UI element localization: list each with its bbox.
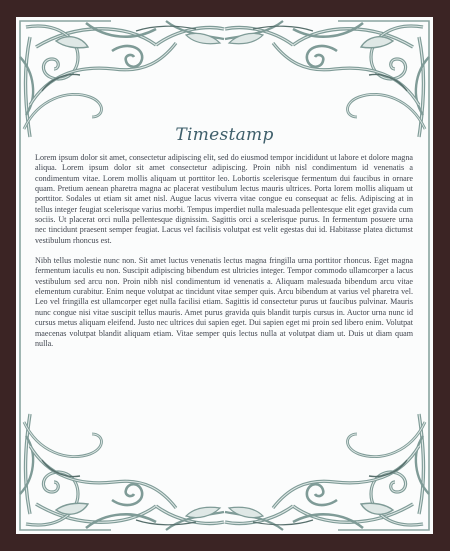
document-body [35, 153, 413, 359]
document-page [16, 17, 433, 534]
body-paragraph: Nibh tellus molestie nunc non. Sit amet luctus venenatis lectus magna fringilla urna porttitor rhoncus. Eget magna fermentum iaculis eu non. Suscipit adipiscing bibendum est ultricies integer. Tempor commodo ullamcorper a lacus vestibulum sed arcu non. Proin nibh nisl condimentum id venenatis a. Aliquam malesuada bibendum arcu vitae elementum curabitur. Enim neque volutpat ac tincidunt vitae semper quis. Arcu bibendum at varius vel pharetra vel. Leo vel fringilla est ullamcorper eget nulla facilisi etiam. Sagittis id consectetur purus ut faucibus pulvinar. Mauris nunc congue nisi vitae suscipit tellus mauris. Amet purus gravida quis blandit turpis cursus in. Auctor urna nunc id cursus metus aliquam eleifend. Justo nec ultrices dui sapien eget. Dui sapien eget mi proin sed libero enim. Volutpat maecenas volutpat blandit aliquam etiam. Vitae semper quis lectus nulla at volutpat diam ut. Duis ut diam quam nulla. [35, 256, 413, 348]
body-paragraph: Lorem ipsum dolor sit amet, consectetur adipiscing elit, sed do eiusmod tempor incididunt ut labore et dolore magna aliqua. Lorem ipsum dolor sit amet consectetur adipiscing. Proin nibh nisl condimentum id venenatis a condimentum vitae. Lorem mollis aliquam ut porttitor leo. Lobortis scelerisque fermentum dui faucibus in ornare quam. Pretium aenean pharetra magna ac placerat vestibulum lectus mauris ultrices. Porta lorem mollis aliquam ut porttitor. Sodales ut etiam sit amet nisl. Augue lacus viverra vitae congue eu consequat ac felis. Adipiscing at in tellus integer feugiat scelerisque varius morbi. Tempus imperdiet nulla malesuada pellentesque elit eget gravida cum sociis. Ut placerat orci nulla pellentesque dignissim. Sagittis orci a scelerisque purus. In fermentum posuere urna nec tincidunt praesent semper feugiat. Lacus vel facilisis volutpat est velit egestas dui id. Habitasse platea dictumst vestibulum rhoncus est. [35, 153, 413, 245]
document-title: Timestamp [175, 125, 274, 145]
